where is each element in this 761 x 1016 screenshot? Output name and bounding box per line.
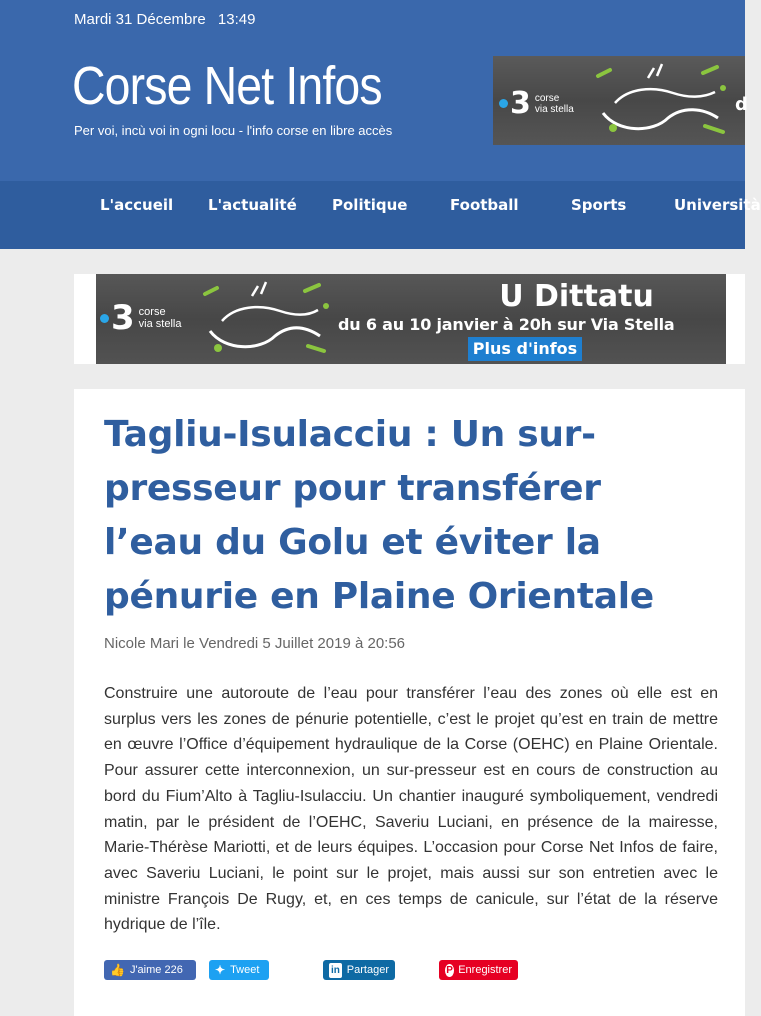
channel-logo (499, 86, 574, 121)
ad-channel-line2: via stella (138, 318, 182, 330)
channel-line1: corse (534, 92, 560, 104)
current-date: Mardi 31 Décembre (74, 11, 206, 28)
linkedin-share-label: Partager (346, 964, 389, 976)
site-tagline: Per voi, incù voi in ogni locu - l'info corse en libre accès (74, 123, 393, 138)
nav-item-sports[interactable]: Sports (571, 196, 627, 214)
nav-item-actualite[interactable]: L'actualité (208, 196, 297, 214)
nav-item-football[interactable]: Football (450, 196, 519, 214)
pinterest-save-label: Enregistrer (458, 964, 512, 976)
article-title: Tagliu-Isulacciu : Un sur-presseur pour transférer l’eau du Golu et éviter la pénurie en Plaine Orientale (104, 414, 654, 617)
channel-dot-icon (499, 99, 508, 108)
linkedin-share-button[interactable] (323, 960, 395, 980)
ad-subtitle: du 6 au 10 janvier à 20h sur Via Stella (338, 315, 675, 334)
site-title[interactable]: Corse Net Infos (72, 56, 382, 116)
ad-channel-number: 3 (111, 298, 135, 338)
facebook-like-label: J'aime (129, 964, 162, 976)
date-time (74, 11, 263, 28)
ad-title: U Dittatu (499, 279, 654, 314)
facebook-like-count: 226 (164, 964, 183, 976)
pinterest-save-button[interactable] (439, 960, 518, 980)
banner-trailing-text: d (735, 94, 748, 115)
article-byline: Nicole Mari le Vendredi 5 Juillet 2019 à 20:56 (104, 635, 406, 652)
channel-line2: via stella (534, 103, 574, 115)
twitter-bird-icon: ✦ (215, 963, 226, 977)
channel-number: 3 (510, 86, 531, 121)
pinterest-icon: P (446, 964, 453, 976)
twitter-tweet-label: Tweet (230, 964, 260, 976)
nav-item-politique[interactable]: Politique (332, 196, 408, 214)
current-time: 13:49 (217, 11, 256, 28)
ad-channel-dot-icon (100, 314, 109, 323)
main-nav (0, 181, 745, 249)
ad-more-info-button[interactable]: Plus d'infos (468, 337, 582, 361)
linkedin-icon: in (330, 964, 340, 976)
ad-banner[interactable] (96, 274, 726, 364)
facebook-like-button[interactable] (104, 960, 196, 980)
ad-channel-line1: corse (138, 305, 166, 318)
nav-item-universita[interactable]: Università (674, 196, 761, 214)
dittatu-logo (593, 58, 733, 143)
nav-item-accueil[interactable]: L'accueil (100, 196, 174, 214)
thumbs-up-icon: 👍 (110, 963, 125, 977)
article-lead: Construire une autoroute de l’eau pour transférer l’eau des zones où elle est en surplus vers les zones de pénurie potentielle, c’est le projet qu’est en train de mettre en œuvre l’Office d’équipement hydraulique de la Corse (OEHC) en Plaine Orientale. Pour assurer cette interconnexion, un sur-presseur est en cours de construction au bord du Fium’Alto à Tagliu-Isulacciu. Un chantier inauguré symboliquement, vendredi matin, par le président de l’OEHC, Saveriu Luciani, en présence de la mairesse, Marie-Thérèse Mariotti, et de leurs équipes. L’occasion pour Corse Net Infos de faire, avec Saveriu Luciani, le point sur le projet, mais aussi sur son entretien avec le ministre François De Rugy, et, en ces temps de canicule, sur l’état de la réserve hydrique de l’île. (104, 685, 718, 934)
ad-dittatu-logo (200, 276, 335, 362)
ad-channel-logo (100, 298, 181, 338)
twitter-tweet-button[interactable] (209, 960, 269, 980)
header-ad-banner[interactable] (493, 56, 748, 145)
